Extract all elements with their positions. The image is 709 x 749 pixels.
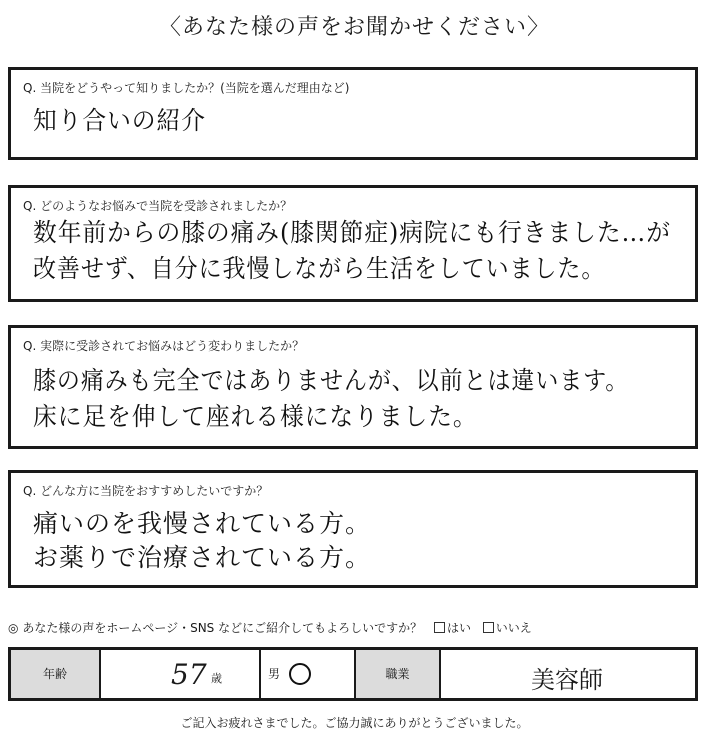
question-text: Q. どのようなお悩みで当院を受診されましたか？: [23, 199, 293, 213]
answer-line: 痛いのを我慢されている方。: [33, 509, 372, 538]
job-label: 職業: [356, 650, 441, 698]
answer-line: お薬りで治療されている方。: [33, 543, 372, 572]
consent-text: あなた様の声をホームページ・SNS などにご紹介してもよろしいですか？: [22, 621, 423, 635]
question-box-concern: [8, 185, 698, 302]
consent-yes-label: はい: [446, 621, 471, 635]
age-field: [101, 650, 261, 698]
consent-no-checkbox[interactable]: [483, 622, 494, 633]
age-unit: 歳: [211, 672, 222, 685]
respondent-info-table: [8, 647, 698, 701]
question-box-recommend: [8, 470, 698, 588]
answer-line: 床に足を伸して座れる様になりました。: [33, 402, 478, 431]
consent-question: [8, 619, 698, 637]
survey-title: 〈あなた様の声をお聞かせください〉: [158, 15, 550, 40]
age-value: 57: [171, 658, 207, 691]
consent-yes-checkbox[interactable]: [434, 622, 445, 633]
question-text: Q. 当院をどうやって知りましたか？(当院を選んだ理由など): [23, 81, 350, 95]
answer-line: 改善せず、自分に我慢しながら生活をしていました。: [33, 254, 606, 283]
question-box-change: [8, 325, 698, 449]
gender-field: [261, 650, 356, 698]
gender-label: 男: [268, 667, 281, 681]
consent-bullet-icon: ◎: [8, 621, 19, 635]
job-value: 美容師: [531, 666, 603, 694]
consent-no-label: いいえ: [495, 621, 532, 635]
question-text: Q. どんな方に当院をおすすめしたいですか？: [23, 484, 269, 498]
answer-line: 知り合いの紹介: [33, 106, 206, 135]
question-text: Q. 実際に受診されてお悩みはどう変わりましたか？: [23, 339, 305, 353]
gender-selected-circle-icon: [289, 663, 311, 685]
answer-line: 数年前からの膝の痛み(膝関節症)病院にも行きました…が: [33, 218, 671, 247]
thank-you-footer: ご記入お疲れさまでした。ご協力誠にありがとうございました。: [180, 716, 529, 730]
age-label: 年齢: [11, 650, 101, 698]
answer-line: 膝の痛みも完全ではありませんが、以前とは違います。: [33, 366, 630, 395]
question-box-source: [8, 67, 698, 160]
job-field: [441, 650, 695, 698]
